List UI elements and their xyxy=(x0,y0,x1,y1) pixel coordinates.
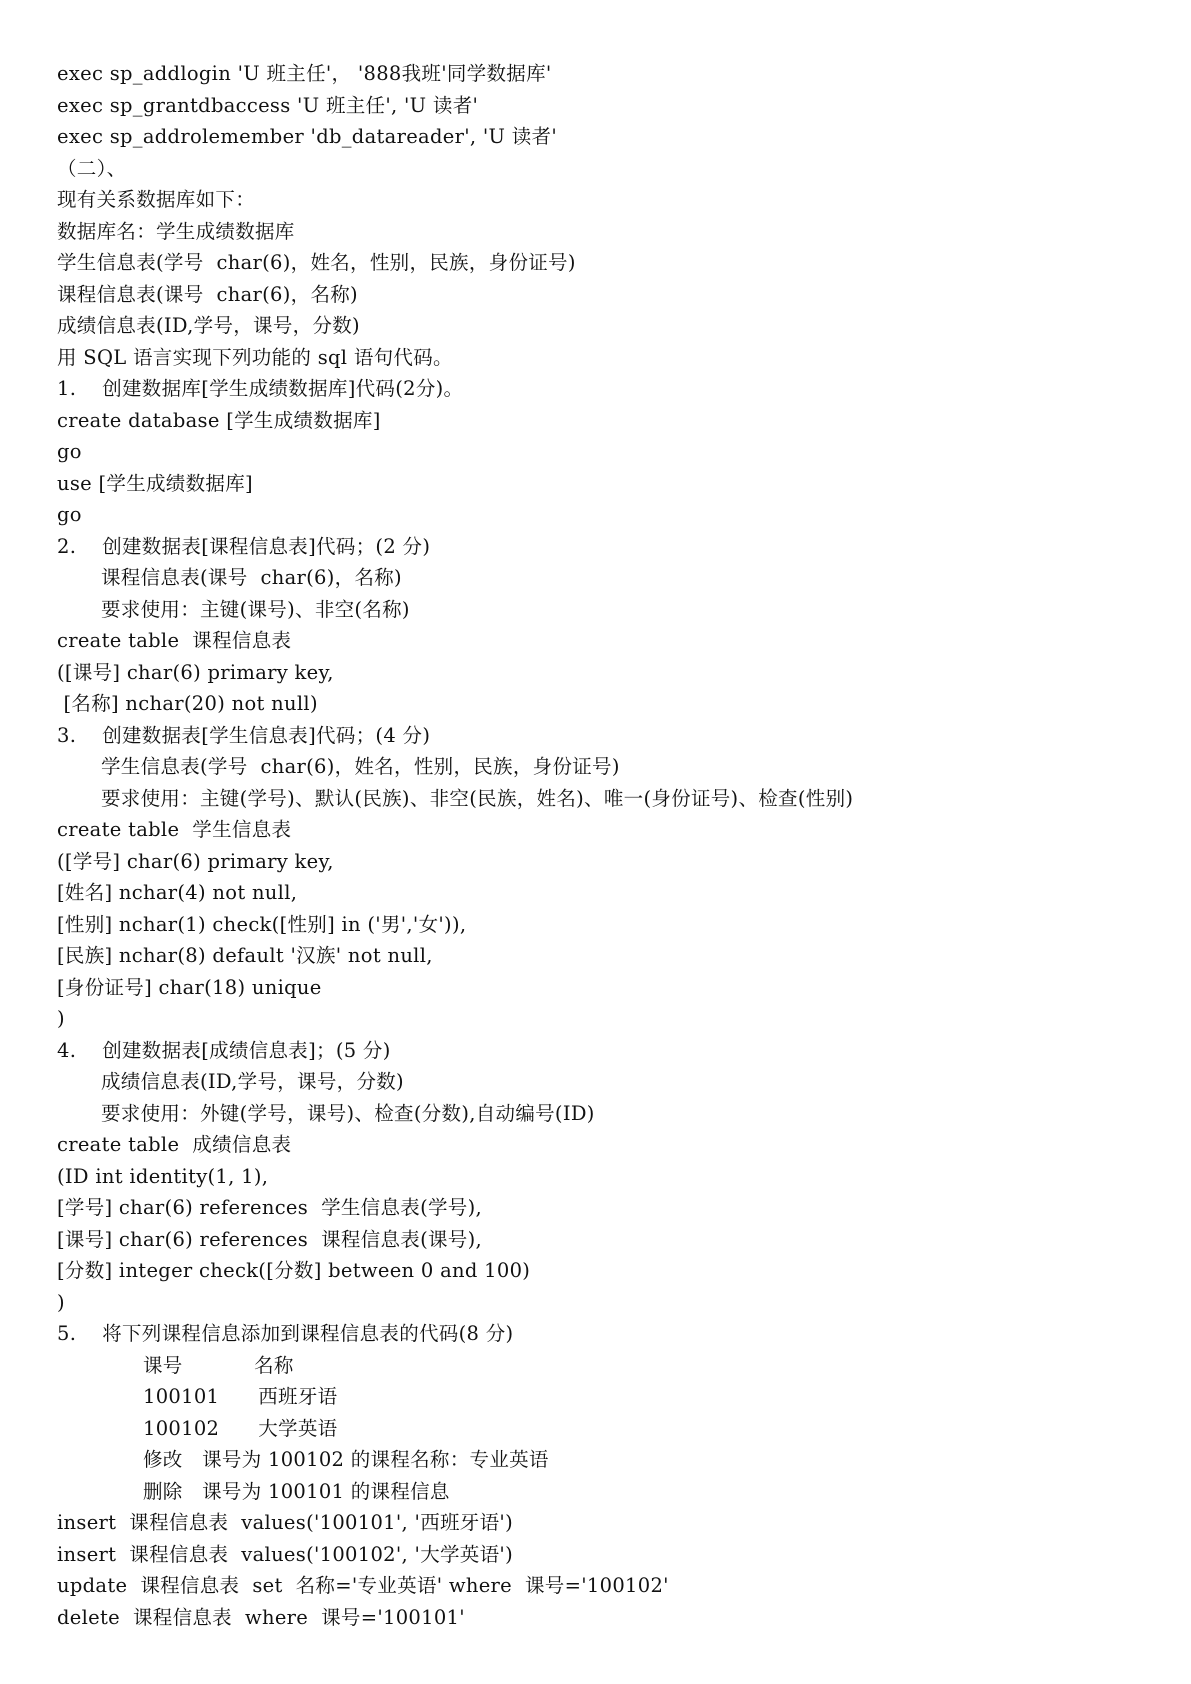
text-line: 要求使用：外键(学号，课号)、检查(分数),自动编号(ID) xyxy=(101,1101,595,1125)
text-line: 修改 课号为 100102 的课程名称：专业英语 xyxy=(143,1448,549,1471)
text-line: exec sp_addlogin 'U 班主任'， '888我班'同学数据库' xyxy=(57,62,552,85)
text-line: [学号] char(6) references 学生信息表(学号), xyxy=(57,1196,482,1219)
text-line: 学生信息表(学号 char(6)，姓名，性别，民族，身份证号) xyxy=(57,251,576,274)
text-line: 要求使用：主键(学号)、默认(民族)、非空(民族，姓名)、唯一(身份证号)、检查(性别) xyxy=(101,786,854,810)
text-line: [民族] nchar(8) default '汉族' not null, xyxy=(57,944,433,967)
text-line: 成绩信息表(ID,学号，课号，分数) xyxy=(101,1070,404,1093)
text-line: 学生信息表(学号 char(6)，姓名，性别，民族，身份证号) xyxy=(101,755,620,778)
text-line: exec sp_grantdbaccess 'U 班主任', 'U 读者' xyxy=(57,93,479,117)
text-line: ([课号] char(6) primary key, xyxy=(57,660,334,684)
text-line: 100101 西班牙语 xyxy=(143,1385,338,1408)
text-line: 课号 名称 xyxy=(143,1353,294,1377)
text-line: 课程信息表(课号 char(6)，名称) xyxy=(57,282,358,306)
text-line: delete 课程信息表 where 课号='100101' xyxy=(57,1605,465,1629)
text-line: 课程信息表(课号 char(6)，名称) xyxy=(101,566,402,589)
text-line: 3. 创建数据表[学生信息表]代码；(4 分) xyxy=(57,723,431,747)
text-line: ([学号] char(6) primary key, xyxy=(57,849,334,873)
document-body xyxy=(57,58,1157,1633)
text-line: update 课程信息表 set 名称='专业英语' where 课号='100102' xyxy=(57,1574,669,1597)
text-line: use [学生成绩数据库] xyxy=(57,471,253,495)
text-line: [姓名] nchar(4) not null, xyxy=(57,881,298,904)
text-line: 2. 创建数据表[课程信息表]代码；(2 分) xyxy=(57,534,431,558)
text-line: go xyxy=(57,503,82,526)
text-line: ) xyxy=(57,1007,65,1030)
text-line: insert 课程信息表 values('100101', '西班牙语') xyxy=(57,1511,513,1534)
text-line: insert 课程信息表 values('100102', '大学英语') xyxy=(57,1542,513,1566)
text-line: create table 课程信息表 xyxy=(57,629,292,652)
text-line: create table 学生信息表 xyxy=(57,818,292,841)
text-line: exec sp_addrolemember 'db_datareader', 'U 读者' xyxy=(57,125,558,148)
text-line: 要求使用：主键(课号)、非空(名称) xyxy=(101,597,410,621)
text-line: (ID int identity(1, 1), xyxy=(57,1164,269,1188)
text-line: 现有关系数据库如下： xyxy=(57,188,256,211)
text-line: 数据库名：学生成绩数据库 xyxy=(57,219,295,243)
text-line: [身份证号] char(18) unique xyxy=(57,975,322,999)
text-line: 5. 将下列课程信息添加到课程信息表的代码(8 分) xyxy=(57,1322,514,1345)
text-line: [分数] integer check([分数] between 0 and 100) xyxy=(57,1259,531,1282)
text-line: 4. 创建数据表[成绩信息表]；(5 分) xyxy=(57,1038,391,1062)
text-line: （二）、 xyxy=(57,156,127,180)
text-line: create table 成绩信息表 xyxy=(57,1133,292,1156)
text-line: 用 SQL 语言实现下列功能的 sql 语句代码。 xyxy=(57,345,453,369)
text-line: 1. 创建数据库[学生成绩数据库]代码(2分)。 xyxy=(57,377,464,400)
text-line: [课号] char(6) references 课程信息表(课号), xyxy=(57,1227,482,1251)
text-line: 100102 大学英语 xyxy=(143,1416,338,1440)
text-line: 删除 课号为 100101 的课程信息 xyxy=(143,1479,450,1503)
text-line: ) xyxy=(57,1290,65,1314)
text-line: [性别] nchar(1) check([性别] in ('男','女')), xyxy=(57,912,467,936)
text-line: go xyxy=(57,440,82,463)
text-line: [名称] nchar(20) not null) xyxy=(57,692,318,715)
text-line: create database [学生成绩数据库] xyxy=(57,408,381,432)
text-line: 成绩信息表(ID,学号，课号，分数) xyxy=(57,314,360,337)
